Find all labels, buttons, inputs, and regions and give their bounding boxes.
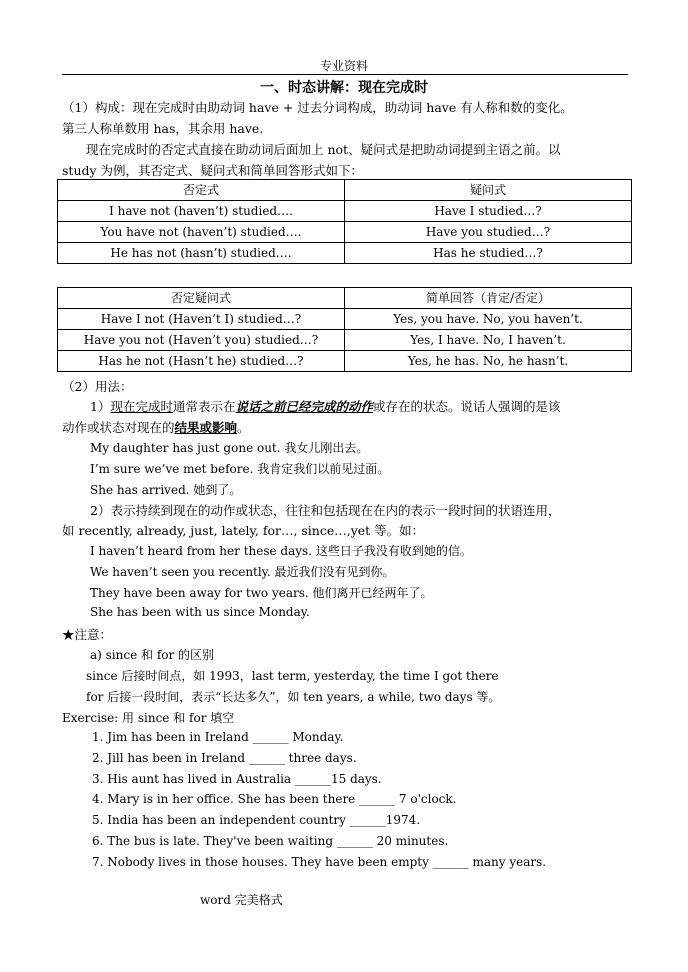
note-heading: ★注意： <box>62 627 113 642</box>
text-run-emphasis: 结果或影响 <box>174 420 238 435</box>
usage-point-2-cont: 如 recently, already, just, lately, for…, since…,yet 等。如： <box>62 523 425 538</box>
table-cell: Have I studied…? <box>345 201 632 222</box>
table-row <box>58 330 632 351</box>
usage-heading: （2）用法： <box>62 379 133 394</box>
text-run: 通常表示在 <box>172 399 236 414</box>
table-header-row <box>58 288 632 309</box>
usage-point-2: 2）表示持续到现在的动作或状态，往往和包括现在在内的表示一段时间的状语连用， <box>90 503 561 518</box>
usage-point-1 <box>90 397 561 415</box>
exercise-item: 4. Mary is in her office. She has been there ______ 7 o'clock. <box>92 792 457 806</box>
example-sentence: She has been with us since Monday. <box>90 605 310 619</box>
table-header-cell: 简单回答（肯定/否定） <box>345 288 632 309</box>
table-cell: He has not (hasn’t) studied…. <box>58 243 345 264</box>
intro-line-2: 第三人称单数用 has，其余用 have. <box>62 121 264 136</box>
example-sentence: I’m sure we’ve met before. 我肯定我们以前见过面。 <box>90 462 390 476</box>
table-cell: Yes, I have. No, I haven’t. <box>345 330 632 351</box>
exercise-item: 3. His aunt has lived in Australia ______15 days. <box>92 772 382 786</box>
table-header-cell: 否定式 <box>58 180 345 201</box>
text-run: 。 <box>237 420 250 435</box>
note-for: for 后接一段时间，表示“长达多久”，如 ten years, a while, two days 等。 <box>86 690 501 704</box>
page-header: 专业资料 <box>319 59 368 73</box>
text-run-emphasis: 说话之前已经完成的动作 <box>235 399 373 414</box>
table-header-cell: 否定疑问式 <box>58 288 345 309</box>
text-run: 动作或状态对现在的 <box>62 420 175 435</box>
table-row <box>58 309 632 330</box>
table-header-cell: 疑问式 <box>345 180 632 201</box>
page-footer: word 完美格式 <box>200 893 283 907</box>
table-cell: Yes, you have. No, you haven’t. <box>345 309 632 330</box>
example-sentence: My daughter has just gone out. 我女儿刚出去。 <box>90 441 369 455</box>
exercise-item: 5. India has been an independent country ______1974. <box>92 813 421 827</box>
table-row <box>58 201 632 222</box>
text-run: 或存在的状态。说话人强调的是该 <box>373 399 561 414</box>
table-row <box>58 243 632 264</box>
table-cell: Has he not (Hasn’t he) studied…? <box>58 351 345 372</box>
header-rule <box>62 74 628 75</box>
exercise-item: 6. The bus is late. They've been waiting ______ 20 minutes. <box>92 834 449 848</box>
table-cell: You have not (haven’t) studied…. <box>58 222 345 243</box>
example-sentence: She has arrived. 她到了。 <box>90 483 242 497</box>
table-header-row <box>58 180 632 201</box>
note-since: since 后接时间点，如 1993，last term, yesterday, the time I got there <box>86 669 499 683</box>
table-forms <box>57 179 632 264</box>
example-sentence: I haven’t heard from her these days. 这些日子我没有收到她的信。 <box>90 544 472 558</box>
section-title: 一、时态讲解：现在完成时 <box>260 80 428 96</box>
note-item: a) since 和 for 的区别 <box>90 648 215 662</box>
table-cell: Yes, he has. No, he hasn’t. <box>345 351 632 372</box>
table-cell: Have you not (Haven’t you) studied…? <box>58 330 345 351</box>
example-sentence: They have been away for two years. 他们离开已经两年了。 <box>90 586 433 600</box>
table-row <box>58 222 632 243</box>
intro-line-3: 现在完成时的否定式直接在助动词后面加上 not、疑问式是把助动词提到主语之前。以 <box>86 142 561 157</box>
table-answers <box>57 287 632 372</box>
exercise-item: 7. Nobody lives in those houses. They have been empty ______ many years. <box>92 855 547 869</box>
intro-line-1: （1）构成：现在完成时由助动词 have + 过去分词构成，助动词 have 有人称和数的变化。 <box>62 100 573 115</box>
example-sentence: We haven’t seen you recently. 最近我们没有见到你。 <box>90 565 395 579</box>
intro-line-4: study 为例，其否定式、疑问式和简单回答形式如下： <box>62 163 364 178</box>
exercise-heading: Exercise: 用 since 和 for 填空 <box>62 711 235 725</box>
exercise-item: 2. Jill has been in Ireland ______ three days. <box>92 751 357 765</box>
table-cell: Have you studied…? <box>345 222 632 243</box>
table-row <box>58 351 632 372</box>
table-cell: I have not (haven’t) studied…. <box>58 201 345 222</box>
usage-point-1-cont <box>62 418 250 436</box>
exercise-item: 1. Jim has been in Ireland ______ Monday. <box>92 730 344 744</box>
text-run-underlined: 现在完成时 <box>110 399 173 414</box>
table-cell: Have I not (Haven’t I) studied…? <box>58 309 345 330</box>
text-run: 1） <box>90 399 111 414</box>
table-cell: Has he studied…? <box>345 243 632 264</box>
